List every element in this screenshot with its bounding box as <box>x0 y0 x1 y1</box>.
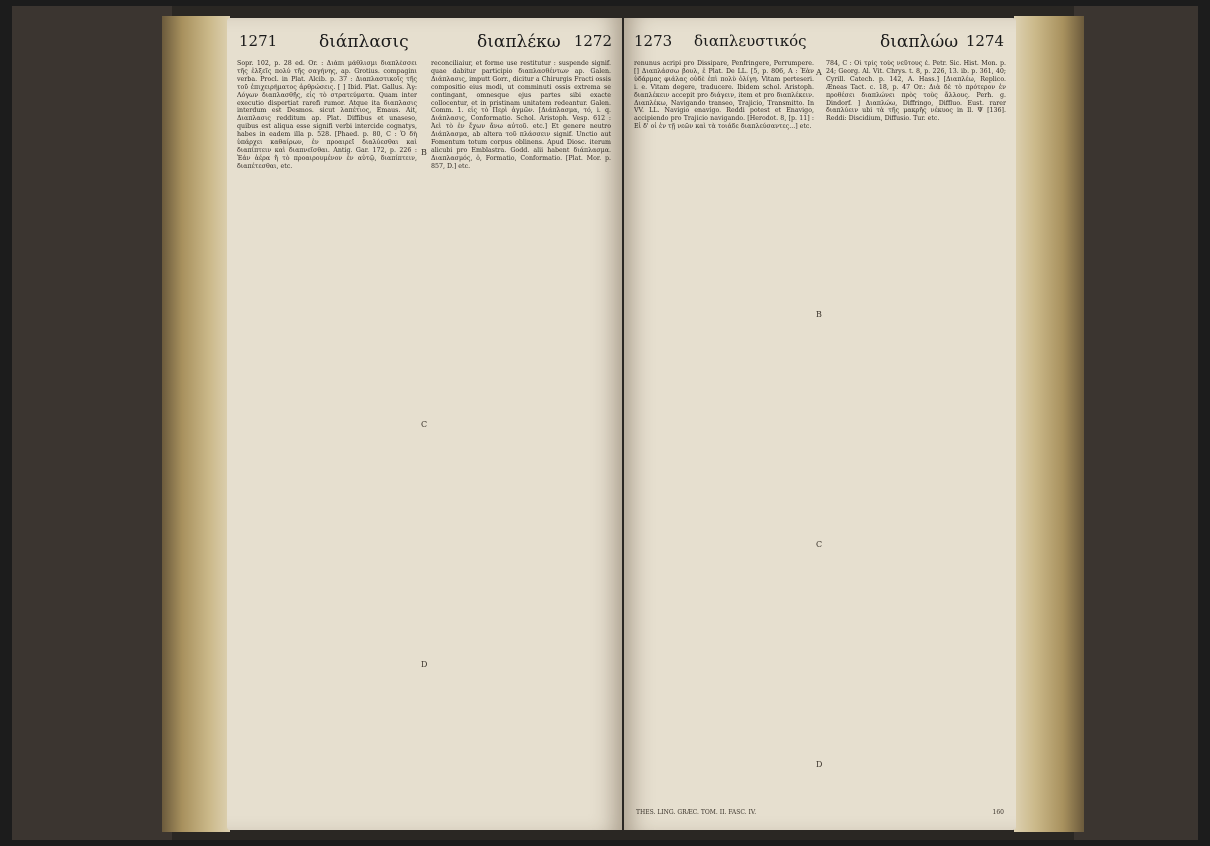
headword-diaplasis: διάπλασις <box>319 32 409 52</box>
page-edges-right <box>1014 16 1084 832</box>
margin-letter: B <box>421 148 427 157</box>
page-number-1274: 1274 <box>965 32 1004 50</box>
headword-diaplōō: διαπλώω <box>880 32 959 52</box>
footer-note: THES. LING. GRÆC. TOM. II. FASC. IV. <box>636 809 757 816</box>
headword-diaplekō: διαπλέκω <box>477 32 561 52</box>
left-page <box>227 18 622 830</box>
margin-letter: D <box>421 660 428 669</box>
right-page <box>624 18 1016 830</box>
right-page-column-2 <box>826 60 1006 822</box>
right-page-header <box>624 32 1016 56</box>
book-cover-right <box>1074 6 1198 840</box>
margin-letter: C <box>421 420 428 429</box>
book <box>12 6 1198 840</box>
column-text: reconciliaiur, et forme use restitutur : suspende signif. quae dabitur participio διαπλασθέντων ap. Galen. Διάπλασις, imputt Gorr., dicitur a Chirurgis Fracti ossis compositio eius modi, ut comminuti ossis extrema se contingant, omnesque ejus partes sibi exacte collocentur, et in pristinam unitatem redeantur. Galen. Comm. 1. εἰς τὸ Περὶ ἀγμῶν. [Διάπλασμα, τό, i. q. Διάπλασις, Conformatio. Schol. Aristoph. Vesp. 612 : Ἀεὶ τὸ ἐν ἔχων ἄνω αὐτοῦ. etc.] Et genere neutro Διάπλασμα, ab altera τοῦ πλάσσειν signif. Unctio aut Fomentum totum corpus oblinens. Apud Diosc. iterum alicubi pro Emblastra. Godd. alii habent διάπλασμα. Διαπλασμός, ὁ, Formatio, Conformatio. [Plat. Mor. p. 857, D.] etc. <box>431 60 611 170</box>
margin-letter: A <box>816 68 822 77</box>
headword-diapleustikos: διαπλευστικός <box>694 32 807 50</box>
book-cover-left <box>12 6 172 840</box>
left-page-columns <box>227 60 622 822</box>
page-edges-left <box>162 16 230 832</box>
margin-letter: B <box>816 310 822 319</box>
column-text: renunus acripi pro Dissipare, Penfringere, Perrumpere. [] Διαπλάσσω βουλ, ἐ Plat. De LL. [5, p. 806, A : Ἐὰν ὑδάρμας φιάλας οὐδὲ ἐπὶ πολὺ ὀλίγη. Vitam perteseri. i. e. Vitam degere, traducere. Ibidem schol. Aristoph. διαπλέκειν accepit pro διάγειν, item et pro διαπλέκειν. Διαπλέκω, Navigando transeo, Trajicio, Transmitto. In VV. LL. Navigio enavigo. Reddi potest et Enavigo, accipiendo pro Trajicio navigando. [Herodot. 8, [p. 11] : Εἰ δ' οἱ ἐν τῇ νεῶν καὶ τὰ τοιάδε διαπλεύσαντες...] etc. <box>634 60 814 131</box>
right-page-column-1 <box>634 60 814 822</box>
page-number-1271: 1271 <box>239 32 278 50</box>
right-page-columns <box>624 60 1016 822</box>
footer-page-number: 160 <box>992 809 1004 816</box>
page-number-1273: 1273 <box>634 32 673 50</box>
page-number-1272: 1272 <box>573 32 612 50</box>
left-page-column-1 <box>237 60 417 822</box>
margin-letter: D <box>816 760 823 769</box>
column-text: Sopr. 102, p. 28 ed. Or. : Διάπι μάθλισμι διαπλέσσει τῆς ἐλξεῖς πολύ τῆς σαγήνης, ap. Grotius. compaginι verba. Procl. in Plat. Alcib. p. 37 : Διαπλαστικοῖς τῆς τοῦ ἐπιχειρήματος ἀρθρώσεις. [ ] Ibid. Plat. Gallus. Ἀγ: Λόγων διαπλασθῆς, εἰς τὸ στρατεύματα. Quam inter executio dispertiat rarefi rumor. Atque ita διαπλασις interdum est Desmos. sicut λαπέτιος, Emaus. Ait, Διαπλασις redditum ap. Plat. Diffibus et unaseso, quibus est aliqua esse signifi verbi intercide cognatys, habes in eadem illa p. 528. [Phaed. p. 80, C : Ὁ δὴ ὑπάρχει καθαίρων, ἐν προαιρεῖ διαλύεσθαι καὶ διαπίπτειν καὶ διαπνεῖσθαι. Antig. Gar. 172, p. 226 : Ἐάν ἀέρα ἢ τὸ προαιρουμένον ἐν αὐτῷ, διαπίπτειν, διαπέτεσθαι, etc. <box>237 60 417 170</box>
left-page-column-2 <box>431 60 611 822</box>
left-page-header <box>227 32 622 56</box>
margin-letter: C <box>816 540 823 549</box>
column-text: 784, C : Οἱ τρίς τοὺς νεῦτους ἐ. Petr. Sic. Hist. Mon. p. 24; Georg. Al. Vit. Chrys. t. 8, p. 226, 13. ib. p. 361, 40; Cyrill. Catech. p. 142, A. Hass.] [Διαπλέω, Replico. Æneas Tact. c. 18, p. 47 Or.: Διὰ δὲ τὸ πρότερον ἐν προθέσει διαπλώνει πρὸς τοὺς ἄλλους. Perh. g. Dindorf. ] Διαπλώω, Diffringo, Diffluo. Eust. rarer διαπλύειν ubi τὰ τῆς μακρῆς νέκυος in ll. Ψ [136]. Reddi: Discidium, Diffusio. Tur. etc. <box>826 60 1006 123</box>
